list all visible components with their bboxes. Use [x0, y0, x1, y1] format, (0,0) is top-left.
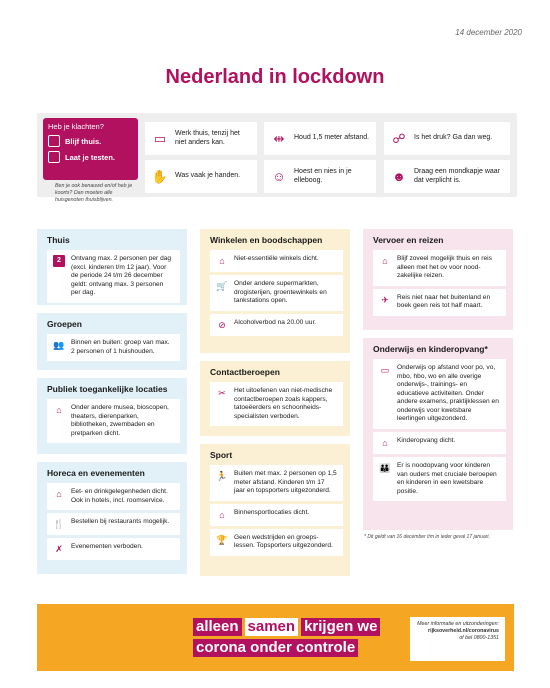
item-text: Onderwijs op afstand voor po, vo, mbo, hbo, wo en alle overige onderwijs-, trainings- en educatieve activiteiten. Onder andere examens, praktijklessen en onderwijs voor kwetsbare leerlingen uitgezonderd. — [397, 364, 499, 423]
date-label: 14 december 2020 — [455, 28, 522, 37]
klachten-box — [43, 118, 138, 180]
children-icon: 👪 — [379, 462, 391, 473]
event-icon: ✗ — [55, 544, 63, 555]
slogan-word: krijgen we — [301, 618, 380, 636]
card-thuis — [37, 229, 187, 305]
card-title: Contactberoepen — [210, 367, 280, 377]
house-icon — [48, 135, 60, 147]
item-text: Het uitoefenen van niet-medische contactberoepen zoals kappers, tatoeëerders en schoonheids-specialisten verboden. — [234, 387, 333, 420]
card-title: Winkelen en boodschappen — [210, 235, 323, 245]
tip-text: Draag een mondkapje waar dat verplicht is. — [414, 167, 500, 184]
item-text: Niet-essentiële winkels dicht. — [234, 255, 319, 262]
card-title: Publiek toegankelijke locaties — [47, 384, 168, 394]
klachten-note: Ben je ook benauwd en/of heb je koorts? Dan moeten alle huisgenoten thuisblijven. — [55, 183, 133, 203]
klachten-heading: Heb je klachten? — [48, 122, 104, 131]
info-line: of bel 0800-1351 — [459, 635, 499, 642]
laptop-icon: ▭ — [153, 130, 167, 146]
card-title: Onderwijs en kinderopvang* — [373, 344, 488, 354]
tip-work-home — [145, 122, 257, 155]
runner-icon: 🏃 — [216, 471, 228, 481]
tip-crowd — [384, 122, 510, 155]
card-onderwijs — [363, 338, 513, 530]
handwash-icon: ✋ — [151, 168, 169, 184]
item-text: Onder andere musea, bioscopen, theaters, dierenparken, bibliotheken, zwembaden en pretparken dicht. — [71, 404, 169, 437]
test-icon — [48, 151, 60, 163]
tip-text: Houd 1,5 meter afstand. — [294, 134, 370, 142]
hairdresser-icon: ✂ — [218, 388, 226, 398]
distance-icon: ⇹ — [273, 130, 285, 146]
card-title: Groepen — [47, 319, 82, 329]
info-box — [410, 617, 505, 661]
info-line: Meer informatie en uitzonderingen: — [417, 621, 499, 627]
suitcase-icon: ✈ — [381, 294, 389, 305]
sneeze-icon: ☺ — [272, 168, 286, 184]
card-vervoer — [363, 229, 513, 330]
item-text: Buiten met max. 2 personen op 1,5 meter afstand. Kinderen t/m 17 jaar en topsporters uitgezonderd. — [234, 470, 337, 495]
footnote: * Dit geldt van 16 december t/m in ieder geval 17 januari. — [364, 534, 490, 540]
card-groepen — [37, 313, 187, 370]
tip-distance — [264, 122, 376, 155]
card-title: Vervoer en reizen — [373, 235, 444, 245]
people-icon: 👥 — [53, 340, 65, 350]
item-text: Binnen en buiten: groep van max. 2 personen of 1 huishouden. — [71, 339, 170, 355]
daycare-icon: ⌂ — [382, 437, 388, 448]
shop-icon: ⌂ — [219, 256, 225, 266]
card-title: Horeca en evenementen — [47, 468, 145, 478]
cutlery-icon: 🍴 — [53, 519, 65, 530]
item-text: Evenementen verboden. — [71, 543, 143, 551]
no-alcohol-icon: ⊘ — [218, 319, 226, 330]
klachten-rule1: Blijf thuis. — [65, 136, 102, 146]
item-text: Blijf zoveel mogelijk thuis en reis alleen met het ov voor nood-zakelijke reizen. — [397, 255, 492, 280]
item-text: Kinderopvang dicht. — [397, 436, 456, 444]
card-title: Thuis — [47, 235, 70, 245]
item-text: Bestellen bij restaurants mogelijk. — [71, 518, 170, 526]
tip-text: Hoest en nies in je elleboog. — [294, 167, 352, 184]
restaurant-icon: ⌂ — [56, 489, 62, 499]
page-title: Nederland in lockdown — [165, 66, 385, 88]
number-2-icon: 2 — [53, 255, 65, 267]
tip-text: Was vaak je handen. — [175, 172, 241, 180]
laptop-icon: ▭ — [380, 365, 390, 375]
klachten-rule2: Laat je testen. — [65, 152, 116, 162]
item-text: Alcoholverbod na 20.00 uur. — [234, 318, 317, 326]
item-text: Er is noodopvang voor kinderen van ouders met cruciale beroepen en kinderen in een kwetsbare positie. — [397, 461, 497, 495]
tip-handwash — [145, 160, 257, 193]
tip-text: Werk thuis, tenzij het niet anders kan. — [175, 129, 240, 146]
card-title: Sport — [210, 450, 233, 460]
card-horeca — [37, 462, 187, 574]
mask-icon: ☻ — [392, 168, 406, 184]
slogan-word: corona onder controle — [193, 639, 358, 657]
info-link[interactable]: rijksoverheid.nl/coronavirus — [428, 628, 499, 635]
tip-text: Is het druk? Ga dan weg. — [414, 134, 493, 142]
trophy-icon: 🏆 — [216, 534, 228, 545]
gym-icon: ⌂ — [219, 509, 225, 520]
building-icon: ⌂ — [56, 405, 62, 415]
home-icon: ⌂ — [382, 256, 388, 266]
item-text: Geen wedstrijden en groeps-lessen. Topsporters uitgezonderd. — [234, 533, 333, 550]
slogan — [193, 618, 380, 660]
card-sport — [200, 444, 350, 576]
item-text: Onder andere supermarkten, drogisterijen, groentewinkels en tankstations open. — [234, 280, 327, 305]
crowd-icon: ☍ — [392, 130, 406, 146]
tip-sneeze — [264, 160, 376, 193]
item-text: Eet- en drinkgelegenheden dicht. Ook in hotels, incl. roomservice. — [71, 488, 168, 504]
item-text: Reis niet naar het buitenland en boek geen reis tot half maart. — [397, 293, 491, 310]
item-text: Binnensportlocaties dicht. — [234, 508, 310, 516]
slogan-word: alleen — [193, 618, 242, 636]
card-winkelen — [200, 229, 350, 353]
card-contact — [200, 361, 350, 436]
tip-mask — [384, 160, 510, 193]
cart-icon: 🛒 — [216, 281, 228, 291]
card-publiek — [37, 378, 187, 454]
item-text: Ontvang max. 2 personen per dag (excl. kinderen t/m 12 jaar). Voor de periode 24 t/m 26 december geldt: ontvang max. 3 personen per dag. — [71, 255, 172, 297]
slogan-word: samen — [245, 618, 299, 636]
